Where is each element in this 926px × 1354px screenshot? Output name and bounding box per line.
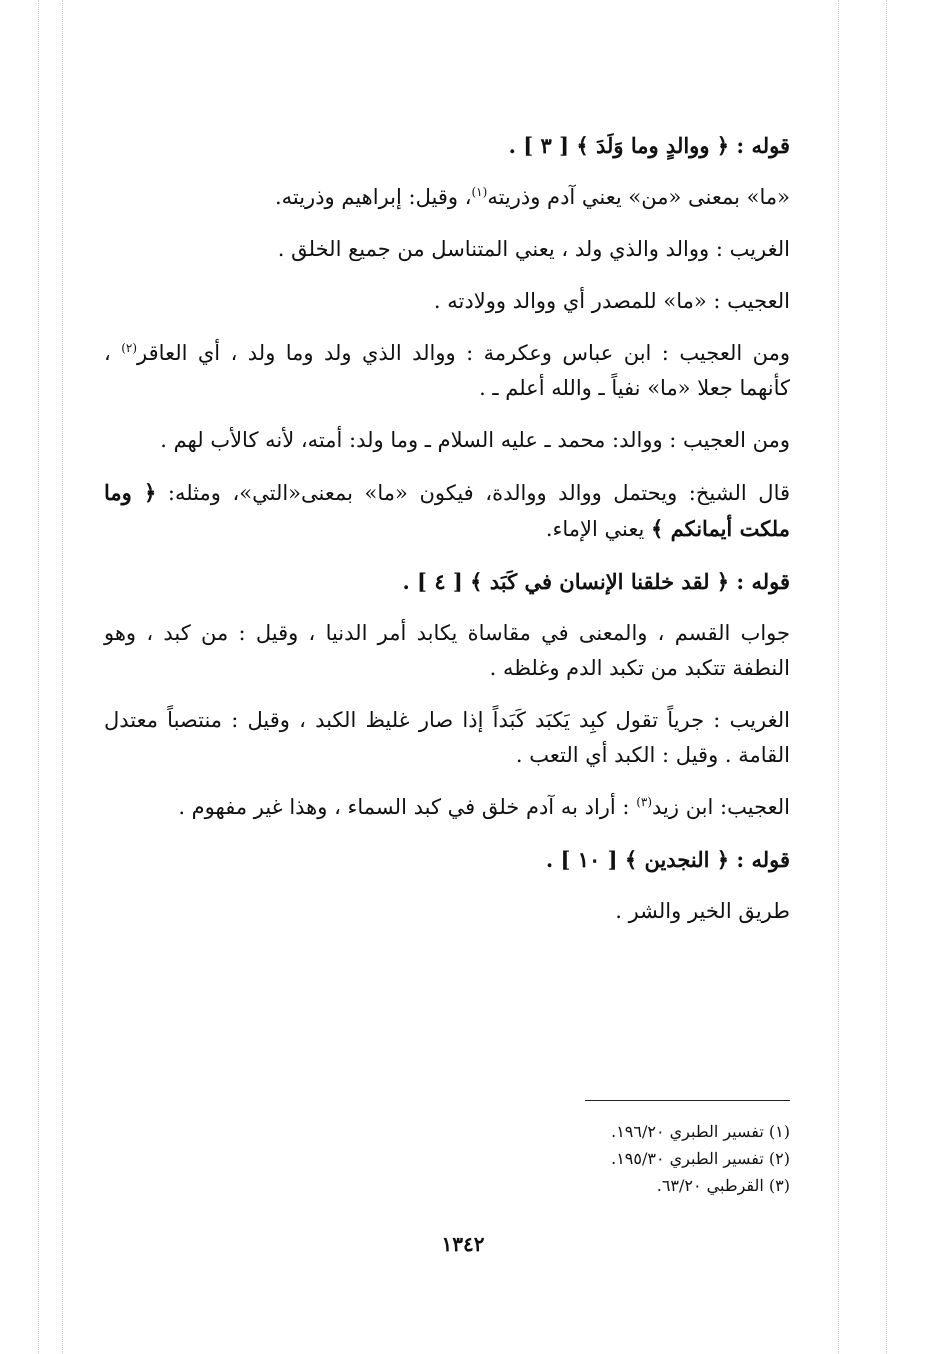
scan-dotted-line: [62, 0, 63, 1354]
paragraph-text: : أراد به آدم خلق في كبد السماء ، وهذا غير مفهوم .: [178, 795, 637, 819]
verse-number: [ ٤ ] .: [402, 569, 471, 594]
verse-heading: [104, 128, 790, 163]
paragraph: جواب القسم ، والمعنى في مقاساة يكابد أمر الدنيا ، وقيل : من كبد ، وهو النطفة تتكبد من تكبد الدم وغلظه .: [104, 621, 790, 680]
scan-dotted-line: [838, 0, 839, 1354]
footnote-item: (١) تفسير الطبري ١٩٦/٢٠.: [611, 1122, 790, 1141]
verse-heading: [104, 564, 790, 599]
page-number: ١٣٤٢: [441, 1232, 485, 1256]
scan-dotted-line: [886, 0, 887, 1354]
quran-verse: ﴿ ووالدٍ وما وَلَدَ ﴾: [576, 133, 730, 158]
footnote-ref: (١): [471, 185, 488, 199]
footnote-ref: (٢): [121, 341, 138, 355]
footnote-ref: (٣): [636, 795, 653, 809]
footnote-item: (٢) تفسير الطبري ١٩٥/٣٠.: [611, 1149, 790, 1168]
footnotes: [611, 1118, 790, 1199]
paragraph-text: «ما» بمعنى «من» يعني آدم وذريته: [487, 185, 790, 209]
paragraph: ومن العجيب : ووالد: محمد ـ عليه السلام ـ وما ولد: أمته، لأنه كالأب لهم .: [160, 428, 790, 452]
verse-lead: قوله :: [729, 133, 790, 158]
paragraph: [104, 790, 790, 825]
verse-heading: [104, 842, 790, 877]
page-body: [104, 128, 790, 946]
paragraph-text: ، كأنهما جعلا «ما» نفياً ـ والله أعلم ـ .: [104, 341, 790, 400]
paragraph: الغريب : ووالد والذي ولد ، يعني المتناسل من جميع الخلق .: [277, 237, 790, 261]
footnote-divider: [585, 1100, 790, 1101]
quran-verse: ﴿ وما ملكت أيمانكم ﴾: [104, 480, 790, 541]
paragraph-text: ، وقيل: إبراهيم وذريته.: [274, 185, 472, 209]
paragraph: العجيب : «ما» للمصدر أي ووالد وولادته .: [433, 289, 790, 313]
footnote-item: (٣) القرطبي ٦٣/٢٠.: [656, 1176, 790, 1195]
paragraph-text: ومن العجيب : ابن عباس وعكرمة : ووالد الذي ولد وما ولد ، أي العاقر: [137, 341, 791, 365]
paragraph: [104, 475, 790, 547]
verse-lead: قوله :: [729, 569, 790, 594]
verse-lead: قوله :: [729, 847, 790, 872]
paragraph-text: قال الشيخ: ويحتمل ووالد ووالدة، فيكون «ما» بمعنى«التي»، ومثله:: [156, 481, 791, 505]
verse-number: [ ٣ ] .: [508, 133, 577, 158]
paragraph: طريق الخير والشر .: [615, 899, 790, 923]
verse-number: [ ١٠ ] .: [545, 847, 625, 872]
paragraph-text: العجيب: ابن زيد: [652, 795, 790, 819]
paragraph: الغريب : جرياً تقول كبِد يَكبَد كَبَداً إذا صار غليظ الكبد ، وقيل : منتصباً معتدل القامة . وقيل : الكبد أي التعب .: [104, 708, 790, 767]
paragraph-text: يعني الإماء.: [545, 517, 652, 541]
paragraph: [104, 180, 790, 215]
paragraph: [104, 336, 790, 406]
quran-verse: ﴿ لقد خلقنا الإنسان في كَبَد ﴾: [470, 569, 730, 594]
scan-dotted-line: [38, 0, 39, 1354]
quran-verse: ﴿ النجدين ﴾: [624, 847, 730, 872]
